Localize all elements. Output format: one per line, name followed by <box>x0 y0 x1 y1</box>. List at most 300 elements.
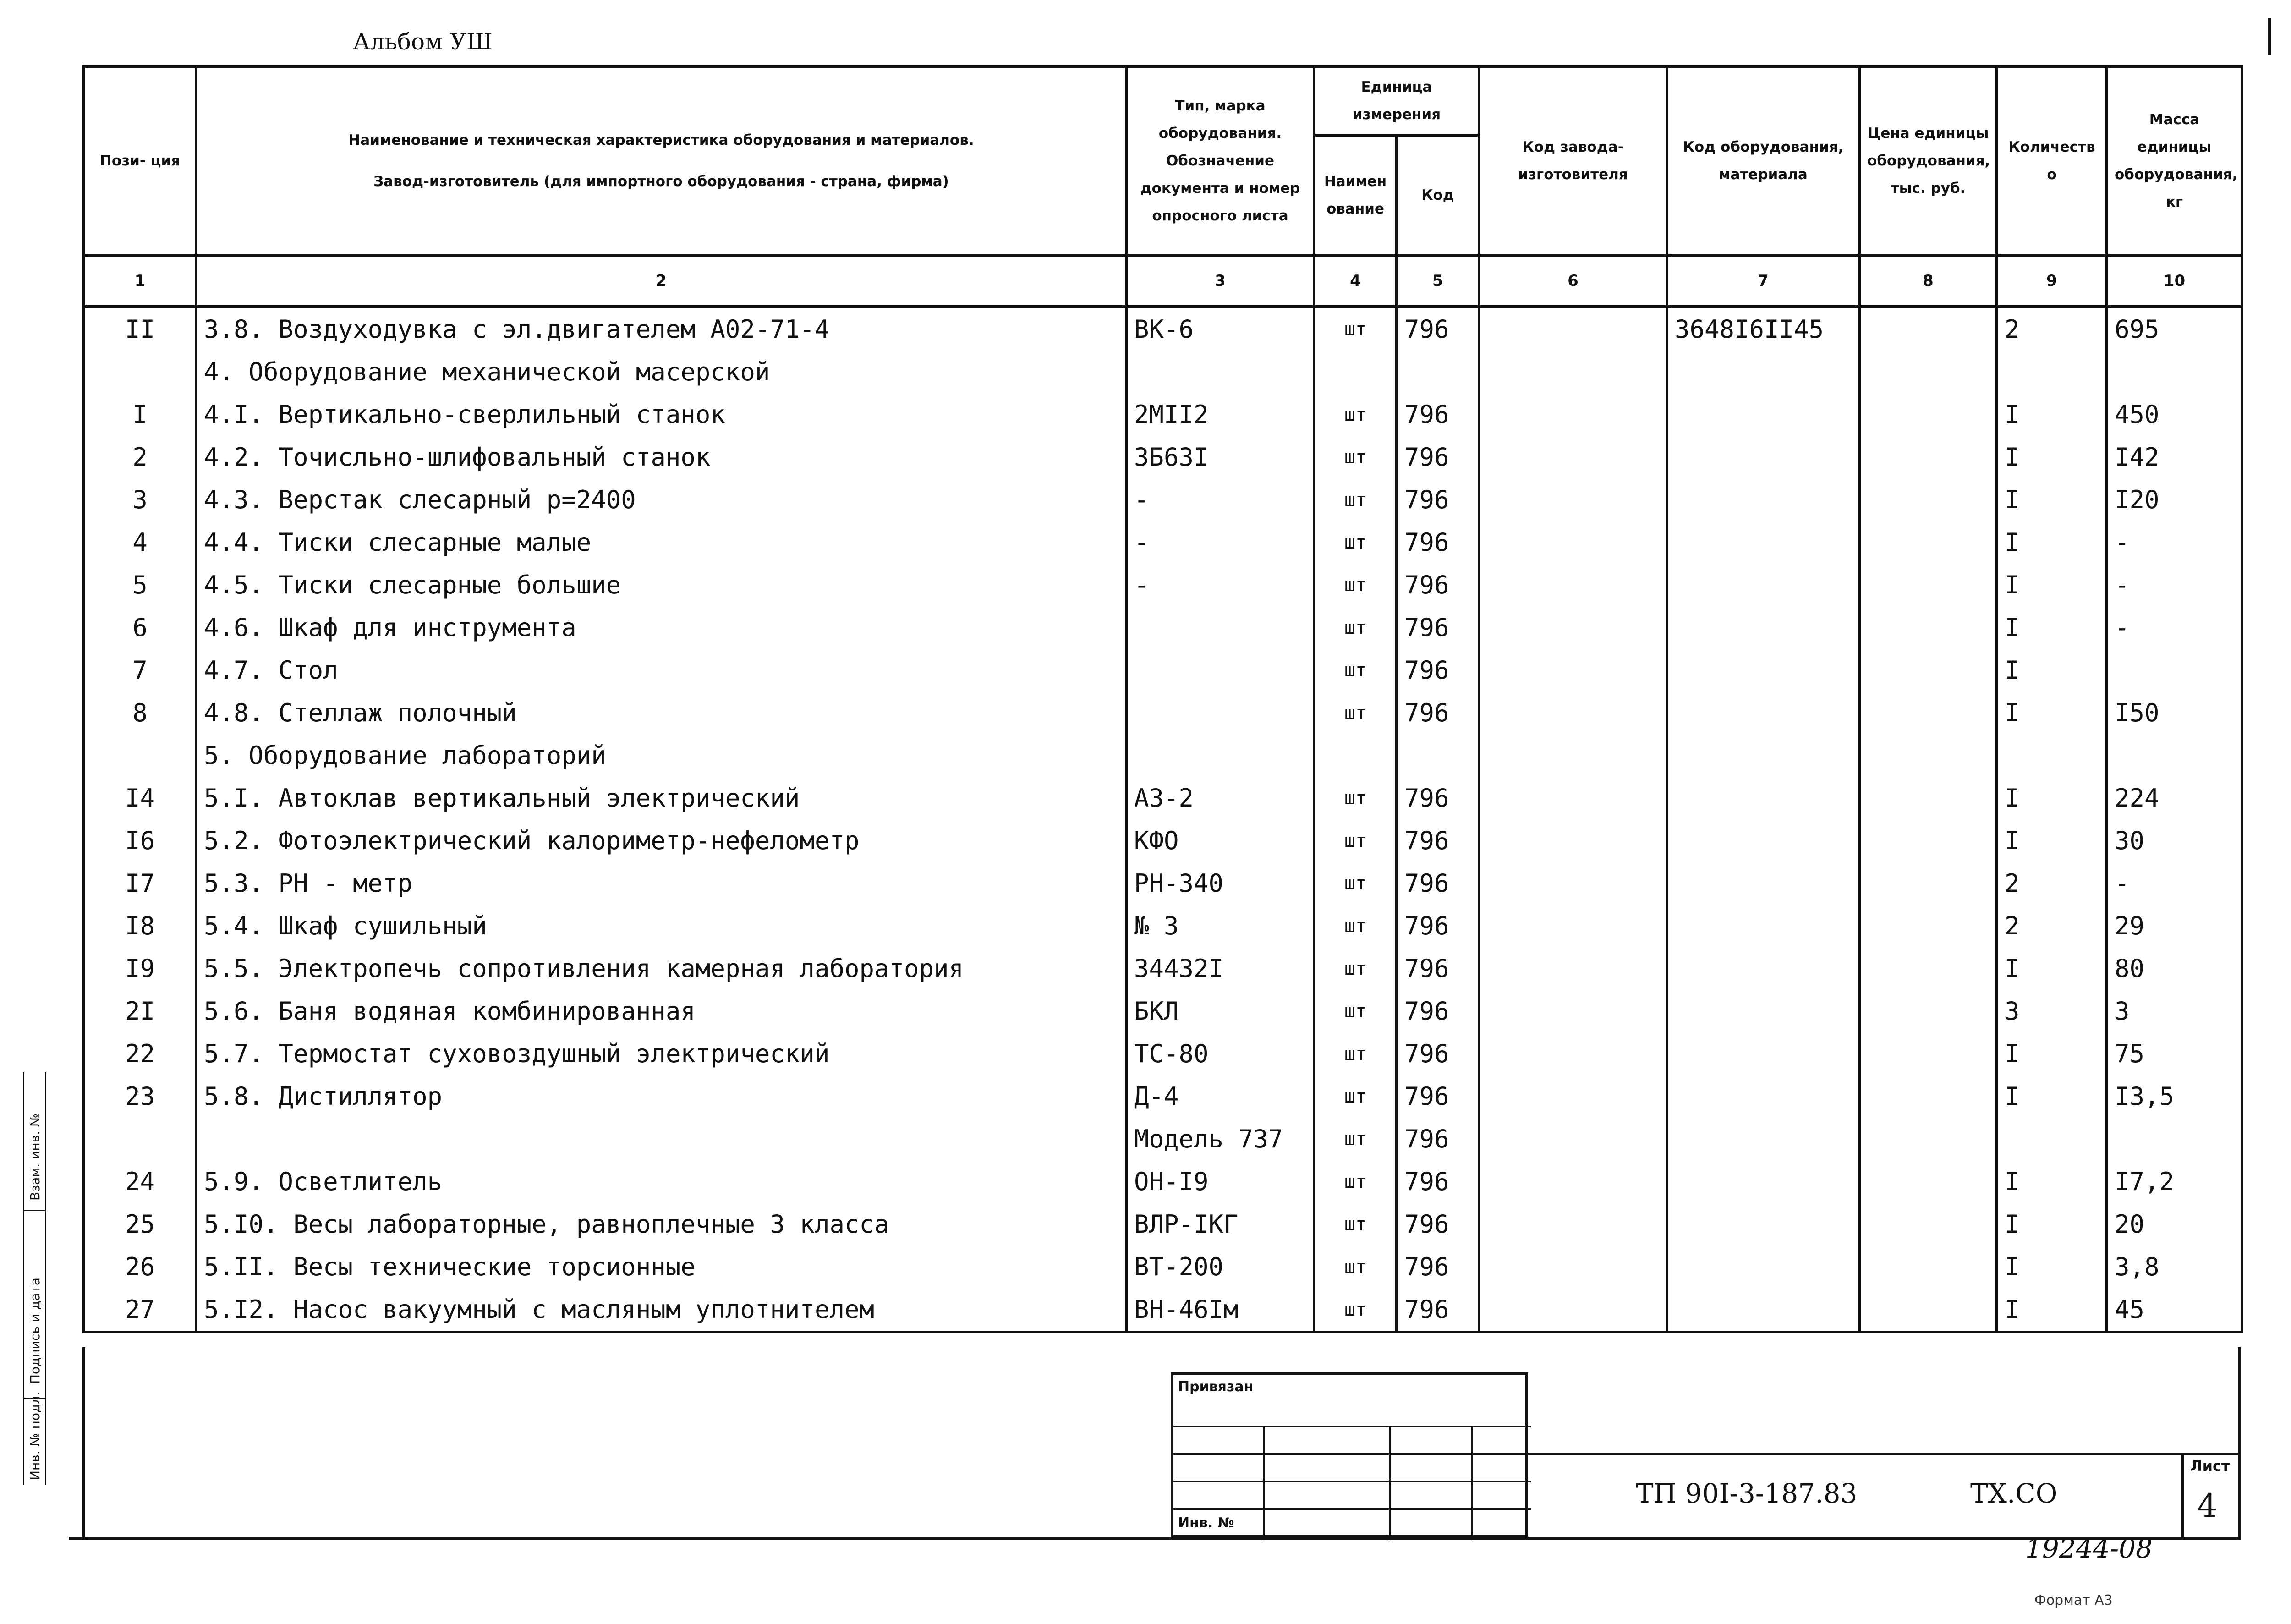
cell-equip <box>1667 1075 1859 1118</box>
header-name-line2: Завод-изготовитель (для импортного оборудования - страна, фирма) <box>373 173 949 190</box>
cell-mass: - <box>2107 862 2242 905</box>
stamp-line <box>1471 1426 1473 1540</box>
cell-name: 4. Оборудование механической масерской <box>196 351 1126 393</box>
cell-equip <box>1667 990 1859 1032</box>
cell-qty: I <box>1997 521 2107 564</box>
col-num: 9 <box>1997 255 2107 307</box>
col-num: 10 <box>2107 255 2242 307</box>
cell-unit: шт <box>1314 1245 1397 1288</box>
cell-price <box>1859 819 1997 862</box>
header-unit-code: Код <box>1397 135 1479 255</box>
cell-type: КФО <box>1126 819 1314 862</box>
cell-pos: 26 <box>84 1245 196 1288</box>
cell-name: 5.I. Автоклав вертикальный электрический <box>196 777 1126 819</box>
cell-mass <box>2107 734 2242 777</box>
cell-name: 5.6. Баня водяная комбинированная <box>196 990 1126 1032</box>
cell-unit <box>1314 734 1397 777</box>
cell-name: 5.I2. Насос вакуумный с масляным уплотнителем <box>196 1288 1126 1332</box>
cell-qty: I <box>1997 1203 2107 1245</box>
cell-unit: шт <box>1314 1288 1397 1332</box>
table-row <box>84 777 2242 819</box>
table-row <box>84 947 2242 990</box>
cell-unit: шт <box>1314 478 1397 521</box>
cell-mass: - <box>2107 606 2242 649</box>
table-row <box>84 1288 2242 1332</box>
cell-equip <box>1667 436 1859 478</box>
cell-maker <box>1479 436 1667 478</box>
cell-qty: I <box>1997 1245 2107 1288</box>
table-row <box>84 990 2242 1032</box>
cell-unit: шт <box>1314 606 1397 649</box>
cell-maker <box>1479 478 1667 521</box>
cell-equip <box>1667 478 1859 521</box>
table-row <box>84 521 2242 564</box>
cell-maker <box>1479 1118 1667 1160</box>
cell-equip <box>1667 393 1859 436</box>
cell-price <box>1859 1245 1997 1288</box>
cell-code: 796 <box>1397 1203 1479 1245</box>
cell-maker <box>1479 1032 1667 1075</box>
cell-pos: 7 <box>84 649 196 691</box>
cell-name: 5. Оборудование лабораторий <box>196 734 1126 777</box>
cell-unit: шт <box>1314 564 1397 606</box>
table-row <box>84 649 2242 691</box>
cell-price <box>1859 862 1997 905</box>
cell-maker <box>1479 777 1667 819</box>
header-maker-code: Код завода-изготовителя <box>1479 66 1667 255</box>
cell-unit: шт <box>1314 649 1397 691</box>
cell-mass: I20 <box>2107 478 2242 521</box>
cell-qty: I <box>1997 1032 2107 1075</box>
side-label-inv: Инв. № подл. <box>27 1391 43 1480</box>
cell-equip <box>1667 564 1859 606</box>
cell-name: 4.8. Стеллаж полочный <box>196 691 1126 734</box>
cell-qty: I <box>1997 1075 2107 1118</box>
cell-maker <box>1479 351 1667 393</box>
cell-unit: шт <box>1314 436 1397 478</box>
cell-equip: 3648I6II45 <box>1667 307 1859 351</box>
table-row <box>84 351 2242 393</box>
side-strip-left <box>23 1072 24 1485</box>
cell-pos: 5 <box>84 564 196 606</box>
table-row <box>84 691 2242 734</box>
stamp-line <box>1173 1453 1531 1455</box>
format-label: Формат А3 <box>2034 1592 2113 1608</box>
cell-mass: 3 <box>2107 990 2242 1032</box>
cell-mass: 80 <box>2107 947 2242 990</box>
header-equip-code: Код оборудования, материала <box>1667 66 1859 255</box>
header-name-line1: Наименование и техническая характеристика оборудования и материалов. <box>348 132 974 148</box>
cell-equip <box>1667 947 1859 990</box>
header-mass: Масса единицы оборудования, кг <box>2107 66 2242 255</box>
cell-qty: I <box>1997 1160 2107 1203</box>
cell-price <box>1859 1203 1997 1245</box>
cell-type: ВТ-200 <box>1126 1245 1314 1288</box>
cell-name <box>196 1118 1126 1160</box>
cell-qty: I <box>1997 393 2107 436</box>
cell-price <box>1859 351 1997 393</box>
side-label-replace: Взам. инв. № <box>27 1113 43 1201</box>
cell-qty: I <box>1997 819 2107 862</box>
cell-code: 796 <box>1397 1288 1479 1332</box>
cell-code: 796 <box>1397 564 1479 606</box>
cell-name: 5.4. Шкаф сушильный <box>196 905 1126 947</box>
cell-type <box>1126 649 1314 691</box>
cell-qty: 2 <box>1997 307 2107 351</box>
cell-type: - <box>1126 521 1314 564</box>
cell-qty: 3 <box>1997 990 2107 1032</box>
cell-price <box>1859 564 1997 606</box>
stamp-inv: Инв. № <box>1178 1515 1234 1531</box>
cell-pos: I4 <box>84 777 196 819</box>
cell-maker <box>1479 521 1667 564</box>
cell-pos: I6 <box>84 819 196 862</box>
corner-mark <box>2199 18 2271 55</box>
col-num: 4 <box>1314 255 1397 307</box>
cell-price <box>1859 307 1997 351</box>
table-row <box>84 1203 2242 1245</box>
cell-maker <box>1479 1075 1667 1118</box>
table-row <box>84 436 2242 478</box>
cell-mass: 695 <box>2107 307 2242 351</box>
cell-equip <box>1667 819 1859 862</box>
cell-pos: 25 <box>84 1203 196 1245</box>
cell-equip <box>1667 905 1859 947</box>
table-row <box>84 905 2242 947</box>
cell-code: 796 <box>1397 307 1479 351</box>
cell-equip <box>1667 351 1859 393</box>
cell-qty: I <box>1997 691 2107 734</box>
cell-equip <box>1667 1203 1859 1245</box>
cell-unit: шт <box>1314 990 1397 1032</box>
table-row <box>84 393 2242 436</box>
cell-price <box>1859 990 1997 1032</box>
cell-price <box>1859 777 1997 819</box>
cell-pos: 23 <box>84 1075 196 1118</box>
cell-mass <box>2107 1118 2242 1160</box>
cell-mass: 3,8 <box>2107 1245 2242 1288</box>
cell-qty: 2 <box>1997 905 2107 947</box>
cell-type <box>1126 351 1314 393</box>
cell-equip <box>1667 606 1859 649</box>
cell-code: 796 <box>1397 478 1479 521</box>
cell-price <box>1859 1288 1997 1332</box>
cell-maker <box>1479 1245 1667 1288</box>
cell-qty <box>1997 734 2107 777</box>
cell-type: РН-340 <box>1126 862 1314 905</box>
cell-qty: I <box>1997 1288 2107 1332</box>
table-row <box>84 606 2242 649</box>
cell-unit: шт <box>1314 777 1397 819</box>
stamp-line <box>1263 1426 1265 1540</box>
cell-pos: 22 <box>84 1032 196 1075</box>
table-body <box>84 255 2242 1332</box>
cell-name: 5.7. Термостат суховоздушный электрический <box>196 1032 1126 1075</box>
cell-type: З4432I <box>1126 947 1314 990</box>
cell-price <box>1859 478 1997 521</box>
cell-unit: шт <box>1314 1032 1397 1075</box>
cell-price <box>1859 734 1997 777</box>
table-row <box>84 862 2242 905</box>
cell-maker <box>1479 307 1667 351</box>
cell-type: ТС-80 <box>1126 1032 1314 1075</box>
cell-code <box>1397 351 1479 393</box>
inventory-number: 19244-08 <box>2025 1533 2153 1564</box>
cell-maker <box>1479 1160 1667 1203</box>
cell-pos: 8 <box>84 691 196 734</box>
cell-maker <box>1479 393 1667 436</box>
cell-unit: шт <box>1314 1075 1397 1118</box>
cell-code: 796 <box>1397 1075 1479 1118</box>
cell-mass <box>2107 351 2242 393</box>
cell-qty <box>1997 351 2107 393</box>
cell-mass: I50 <box>2107 691 2242 734</box>
cell-mass: 29 <box>2107 905 2242 947</box>
cell-type <box>1126 691 1314 734</box>
side-strip-right <box>45 1072 46 1485</box>
side-label-signature: Подпись и дата <box>27 1278 43 1384</box>
cell-name: 5.2. Фотоэлектрический калориметр-нефелометр <box>196 819 1126 862</box>
cell-code: 796 <box>1397 777 1479 819</box>
cell-price <box>1859 393 1997 436</box>
cell-pos: II <box>84 307 196 351</box>
cell-maker <box>1479 691 1667 734</box>
cell-price <box>1859 1075 1997 1118</box>
cell-unit: шт <box>1314 947 1397 990</box>
cell-pos: 2I <box>84 990 196 1032</box>
cell-maker <box>1479 819 1667 862</box>
cell-pos <box>84 734 196 777</box>
cell-code: 796 <box>1397 436 1479 478</box>
table-row <box>84 1032 2242 1075</box>
cell-unit: шт <box>1314 521 1397 564</box>
cell-code: 796 <box>1397 819 1479 862</box>
table-row <box>84 1118 2242 1160</box>
cell-name: 4.2. Точисльно-шлифовальный станок <box>196 436 1126 478</box>
table-row <box>84 1160 2242 1203</box>
cell-equip <box>1667 1245 1859 1288</box>
cell-code: 796 <box>1397 990 1479 1032</box>
cell-price <box>1859 905 1997 947</box>
cell-pos: 3 <box>84 478 196 521</box>
title-block-top <box>1528 1453 2183 1455</box>
table-row <box>84 1075 2242 1118</box>
header-unit: Единица измерения <box>1314 66 1479 135</box>
cell-mass: 20 <box>2107 1203 2242 1245</box>
cell-unit: шт <box>1314 905 1397 947</box>
col-num: 8 <box>1859 255 1997 307</box>
cell-name: 4.7. Стол <box>196 649 1126 691</box>
cell-unit: шт <box>1314 819 1397 862</box>
cell-code: 796 <box>1397 1118 1479 1160</box>
cell-code: 796 <box>1397 1245 1479 1288</box>
cell-price <box>1859 521 1997 564</box>
cell-unit: шт <box>1314 1203 1397 1245</box>
album-title: Альбом УШ <box>353 28 493 55</box>
cell-pos: 24 <box>84 1160 196 1203</box>
cell-pos: 4 <box>84 521 196 564</box>
header-unit-name: Наименование <box>1314 135 1397 255</box>
cell-maker <box>1479 990 1667 1032</box>
cell-mass: 45 <box>2107 1288 2242 1332</box>
cell-code: 796 <box>1397 1032 1479 1075</box>
cell-name: 4.3. Верстак слесарный р=2400 <box>196 478 1126 521</box>
cell-maker <box>1479 1288 1667 1332</box>
sheet-label: Лист <box>2190 1457 2230 1475</box>
cell-pos: I7 <box>84 862 196 905</box>
cell-code: 796 <box>1397 862 1479 905</box>
table-row <box>84 819 2242 862</box>
cell-name: 5.I0. Весы лабораторные, равноплечные 3 класса <box>196 1203 1126 1245</box>
cell-code: 796 <box>1397 606 1479 649</box>
cell-mass: I42 <box>2107 436 2242 478</box>
cell-equip <box>1667 1032 1859 1075</box>
cell-price <box>1859 947 1997 990</box>
cell-pos: 27 <box>84 1288 196 1332</box>
cell-pos: I <box>84 393 196 436</box>
cell-unit: шт <box>1314 393 1397 436</box>
cell-type: 2МII2 <box>1126 393 1314 436</box>
cell-pos: I8 <box>84 905 196 947</box>
col-num: 1 <box>84 255 196 307</box>
cell-code <box>1397 734 1479 777</box>
sheet-number: 4 <box>2197 1487 2218 1525</box>
cell-code: 796 <box>1397 521 1479 564</box>
cell-type: Модель 737 <box>1126 1118 1314 1160</box>
cell-equip <box>1667 521 1859 564</box>
cell-qty: I <box>1997 478 2107 521</box>
cell-qty: I <box>1997 606 2107 649</box>
cell-name: 4.5. Тиски слесарные большие <box>196 564 1126 606</box>
cell-maker <box>1479 734 1667 777</box>
cell-maker <box>1479 1203 1667 1245</box>
cell-maker <box>1479 947 1667 990</box>
cell-code: 796 <box>1397 393 1479 436</box>
cell-price <box>1859 1118 1997 1160</box>
cell-qty: I <box>1997 777 2107 819</box>
cell-mass: - <box>2107 521 2242 564</box>
cell-type: ОН-I9 <box>1126 1160 1314 1203</box>
cell-name: 4.4. Тиски слесарные малые <box>196 521 1126 564</box>
cell-name: 5.3. РН - метр <box>196 862 1126 905</box>
side-strip-divider <box>23 1210 46 1211</box>
cell-pos: I9 <box>84 947 196 990</box>
cell-mass: 75 <box>2107 1032 2242 1075</box>
cell-name: 5.8. Дистиллятор <box>196 1075 1126 1118</box>
cell-pos <box>84 351 196 393</box>
cell-qty: I <box>1997 947 2107 990</box>
col-num: 6 <box>1479 255 1667 307</box>
stamp-line <box>1173 1508 1531 1510</box>
cell-pos: 2 <box>84 436 196 478</box>
cell-type: БКЛ <box>1126 990 1314 1032</box>
cell-name: 5.5. Электропечь сопротивления камерная лаборатория <box>196 947 1126 990</box>
cell-price <box>1859 606 1997 649</box>
frame-left <box>82 1347 85 1540</box>
cell-mass: 450 <box>2107 393 2242 436</box>
cell-unit: шт <box>1314 691 1397 734</box>
cell-maker <box>1479 564 1667 606</box>
cell-price <box>1859 436 1997 478</box>
cell-unit <box>1314 351 1397 393</box>
cell-maker <box>1479 905 1667 947</box>
cell-price <box>1859 1160 1997 1203</box>
cell-unit: шт <box>1314 1160 1397 1203</box>
binding-stamp <box>1171 1372 1528 1537</box>
cell-unit: шт <box>1314 307 1397 351</box>
table-row <box>84 1245 2242 1288</box>
cell-type: ВЛР-IКГ <box>1126 1203 1314 1245</box>
specification-table <box>82 65 2243 1333</box>
cell-name: 3.8. Воздуходувка с эл.двигателем А02-71-4 <box>196 307 1126 351</box>
cell-type: Д-4 <box>1126 1075 1314 1118</box>
cell-code: 796 <box>1397 905 1479 947</box>
cell-type: ВН-46Iм <box>1126 1288 1314 1332</box>
cell-code: 796 <box>1397 1160 1479 1203</box>
cell-price <box>1859 691 1997 734</box>
table-row <box>84 478 2242 521</box>
cell-equip <box>1667 734 1859 777</box>
cell-equip <box>1667 649 1859 691</box>
column-number-row <box>84 255 2242 307</box>
col-num: 7 <box>1667 255 1859 307</box>
cell-pos: 6 <box>84 606 196 649</box>
col-num: 3 <box>1126 255 1314 307</box>
table-row <box>84 734 2242 777</box>
stamp-privyazan: Привязан <box>1178 1379 1254 1395</box>
cell-name: 5.II. Весы технические торсионные <box>196 1245 1126 1288</box>
header-qty: Количество <box>1997 66 2107 255</box>
cell-type: АЗ-2 <box>1126 777 1314 819</box>
cell-mass: I7,2 <box>2107 1160 2242 1203</box>
cell-equip <box>1667 1118 1859 1160</box>
cell-equip <box>1667 1160 1859 1203</box>
cell-type: № 3 <box>1126 905 1314 947</box>
cell-qty: I <box>1997 649 2107 691</box>
col-num: 5 <box>1397 255 1479 307</box>
cell-type: 3Б63I <box>1126 436 1314 478</box>
cell-maker <box>1479 649 1667 691</box>
cell-mass: I3,5 <box>2107 1075 2242 1118</box>
cell-equip <box>1667 1288 1859 1332</box>
cell-type <box>1126 606 1314 649</box>
table-row <box>84 564 2242 606</box>
cell-code: 796 <box>1397 947 1479 990</box>
cell-equip <box>1667 777 1859 819</box>
header-name <box>196 66 1126 255</box>
stamp-line <box>1173 1481 1531 1482</box>
cell-mass <box>2107 649 2242 691</box>
cell-type: - <box>1126 564 1314 606</box>
cell-qty: I <box>1997 436 2107 478</box>
cell-mass: - <box>2107 564 2242 606</box>
cell-pos <box>84 1118 196 1160</box>
stamp-line <box>1173 1426 1531 1427</box>
cell-qty: 2 <box>1997 862 2107 905</box>
col-num: 2 <box>196 255 1126 307</box>
cell-equip <box>1667 862 1859 905</box>
cell-type <box>1126 734 1314 777</box>
header-type: Тип, марка оборудования. Обозначение документа и номер опросного листа <box>1126 66 1314 255</box>
cell-name: 5.9. Осветлитель <box>196 1160 1126 1203</box>
document-number: ТП 90I-3-187.83 <box>1636 1478 1858 1509</box>
cell-maker <box>1479 606 1667 649</box>
cell-qty <box>1997 1118 2107 1160</box>
cell-price <box>1859 1032 1997 1075</box>
cell-name: 4.6. Шкаф для инструмента <box>196 606 1126 649</box>
cell-unit: шт <box>1314 862 1397 905</box>
cell-code: 796 <box>1397 649 1479 691</box>
